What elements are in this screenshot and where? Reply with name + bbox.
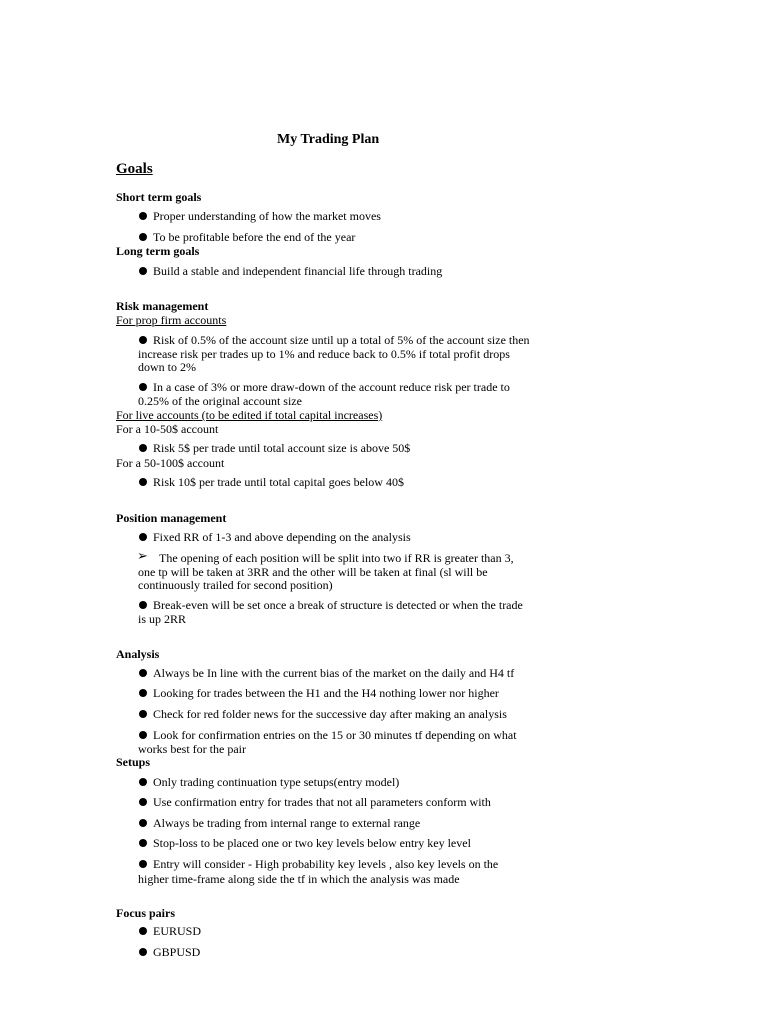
tier-label: For a 10-50$ account	[116, 422, 219, 436]
arrow-bullet-icon: ➢	[137, 548, 148, 563]
bullet-icon	[139, 731, 147, 739]
live-accounts-heading: For live accounts (to be edited if total capital increases)	[116, 408, 383, 422]
position-management-heading: Position management	[116, 511, 227, 525]
page-title: My Trading Plan	[277, 132, 380, 147]
bullet-icon	[139, 233, 147, 241]
list-item-line: 0.25% of the original account size	[138, 394, 302, 408]
bullet-icon	[139, 669, 147, 677]
list-item: Fixed RR of 1-3 and above depending on the analysis	[153, 530, 411, 544]
list-item: EURUSD	[153, 924, 202, 938]
list-item: Stop-loss to be placed one or two key levels below entry key level	[153, 836, 471, 850]
focus-pairs-heading: Focus pairs	[116, 906, 176, 920]
bullet-icon	[139, 860, 147, 868]
risk-management-heading: Risk management	[116, 299, 209, 313]
bullet-icon	[139, 533, 147, 541]
goals-heading: Goals	[116, 161, 153, 177]
bullet-icon	[139, 267, 147, 275]
bullet-icon	[139, 798, 147, 806]
bullet-icon	[139, 212, 147, 220]
list-item: GBPUSD	[153, 945, 201, 959]
list-item-line: down to 2%	[138, 360, 196, 374]
list-item-line: Risk of 0.5% of the account size until up a total of 5% of the account size then	[153, 333, 530, 347]
list-item-line: The opening of each position will be split into two if RR is greater than 3,	[159, 551, 514, 565]
bullet-icon	[139, 689, 147, 697]
list-item: Risk 5$ per trade until total account size is above 50$	[153, 441, 411, 455]
list-item-line: Entry will consider - High probability key levels , also key levels on the	[153, 857, 499, 871]
list-item: Risk 10$ per trade until total capital goes below 40$	[153, 475, 404, 489]
bullet-icon	[139, 710, 147, 718]
bullet-icon	[139, 927, 147, 935]
bullet-icon	[139, 478, 147, 486]
bullet-icon	[139, 383, 147, 391]
list-item: Only trading continuation type setups(entry model)	[153, 775, 400, 789]
bullet-icon	[139, 444, 147, 452]
list-item-line: one tp will be taken at 3RR and the other will be taken at final (sl will be	[138, 565, 488, 579]
list-item: Use confirmation entry for trades that not all parameters conform with	[153, 795, 491, 809]
bullet-icon	[139, 948, 147, 956]
bullet-icon	[139, 819, 147, 827]
list-item-line: continuously trailed for second position)	[138, 578, 333, 592]
prop-firm-heading: For prop firm accounts	[116, 313, 227, 327]
list-item-line: is up 2RR	[138, 612, 187, 626]
list-item: Always be trading from internal range to external range	[153, 816, 421, 830]
bullet-icon	[139, 839, 147, 847]
setups-heading: Setups	[116, 755, 151, 769]
list-item-line: higher time-frame along side the tf in which the analysis was made	[138, 872, 460, 886]
list-item: Proper understanding of how the market moves	[153, 209, 381, 223]
list-item-line: Break-even will be set once a break of structure is detected or when the trade	[153, 598, 523, 612]
list-item: Check for red folder news for the successive day after making an analysis	[153, 707, 507, 721]
analysis-heading: Analysis	[116, 647, 160, 661]
list-item: Build a stable and independent financial life through trading	[153, 264, 443, 278]
list-item-line: Look for confirmation entries on the 15 or 30 minutes tf depending on what	[153, 728, 517, 742]
bullet-icon	[139, 336, 147, 344]
list-item: Always be In line with the current bias of the market on the daily and H4 tf	[153, 666, 515, 680]
list-item-line: In a case of 3% or more draw-down of the account reduce risk per trade to	[153, 380, 510, 394]
list-item: To be profitable before the end of the year	[153, 230, 356, 244]
list-item-line: increase risk per trades up to 1% and reduce back to 0.5% if total profit drops	[138, 347, 510, 361]
bullet-icon	[139, 601, 147, 609]
short-term-goals-heading: Short term goals	[116, 190, 202, 204]
bullet-icon	[139, 778, 147, 786]
long-term-goals-heading: Long term goals	[116, 244, 200, 258]
list-item: Looking for trades between the H1 and the H4 nothing lower nor higher	[153, 686, 499, 700]
tier-label: For a 50-100$ account	[116, 456, 225, 470]
list-item-line: works best for the pair	[138, 742, 246, 756]
